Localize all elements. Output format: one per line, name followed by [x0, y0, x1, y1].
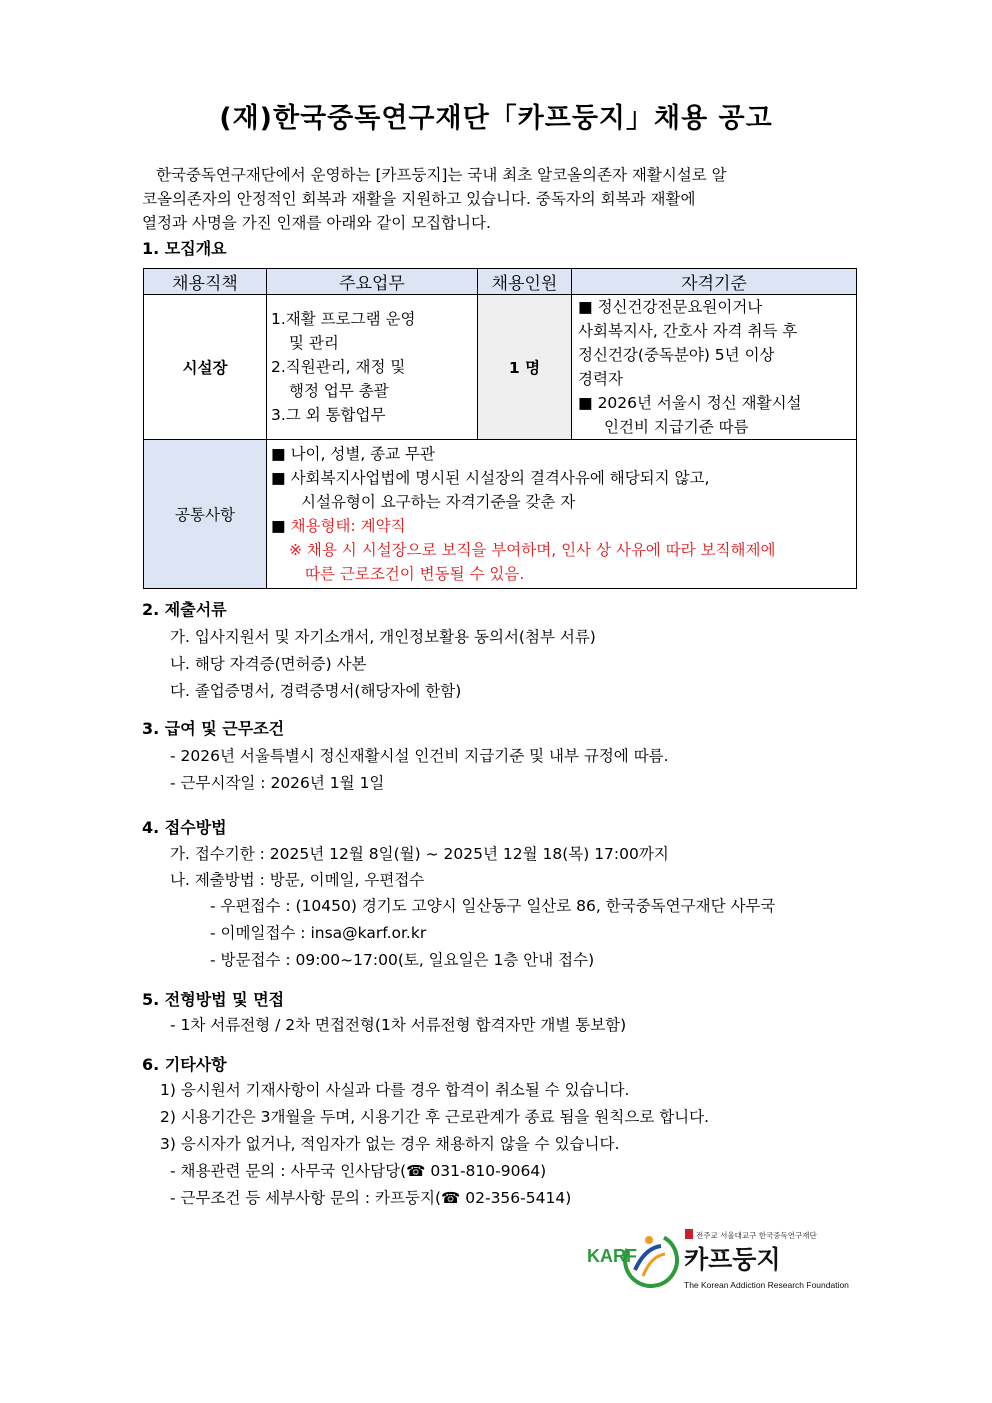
table-row — [144, 295, 857, 440]
task-line: 3.그 외 통합업무 — [271, 406, 386, 424]
logo-head — [645, 1236, 653, 1244]
intro-line: 한국중독연구재단에서 운영하는 [카프둥지]는 국내 최초 알코올의존자 재활시설로 알 — [156, 166, 727, 184]
section6-heading: 6. 기타사항 — [142, 1055, 227, 1074]
common-line: ■ 사회복지사업법에 명시된 시설장의 결격사유에 해당되지 않고, — [271, 469, 710, 487]
qual-line: 정신건강(중독분야) 5년 이상 — [578, 346, 775, 364]
section5-heading: 5. 전형방법 및 면접 — [142, 990, 285, 1009]
count-cell: 1 명 — [478, 295, 572, 440]
section1-heading: 1. 모집개요 — [142, 239, 227, 258]
list-item: - 이메일접수 : insa@karf.or.kr — [210, 924, 427, 942]
list-item: - 2026년 서울특별시 정신재활시설 인건비 지급기준 및 내부 규정에 따름. — [170, 747, 669, 765]
logo-tagline: 전주교 서울대교구 한국중독연구재단 — [696, 1231, 817, 1240]
karf-logo — [585, 1226, 850, 1296]
task-line: 행정 업무 총괄 — [289, 382, 389, 400]
church-mark-icon — [685, 1229, 693, 1239]
qual-line: 인건비 지급기준 따름 — [604, 418, 749, 436]
karf-wordmark: KARF — [587, 1246, 637, 1266]
tasks-cell — [267, 295, 478, 440]
list-item: 다. 졸업증명서, 경력증명서(해당자에 한함) — [170, 682, 462, 700]
table-header-row — [144, 269, 857, 295]
intro-paragraph — [142, 163, 857, 235]
recruitment-table — [143, 268, 857, 589]
task-line: 및 관리 — [289, 334, 339, 352]
section2-heading: 2. 제출서류 — [142, 600, 227, 619]
task-line: 1.재활 프로그램 운영 — [271, 310, 416, 328]
logo-figure-accent — [643, 1254, 665, 1276]
note-line: ※ 채용 시 시설장으로 보직을 부여하며, 인사 상 사유에 따라 보직해제에 — [289, 541, 776, 559]
table-row — [144, 440, 857, 589]
task-line: 2.직원관리, 재정 및 — [271, 358, 406, 376]
header-position: 채용직책 — [144, 269, 267, 295]
employment-bullet: ■ — [271, 517, 291, 535]
logo-name: 카프둥지 — [684, 1245, 781, 1274]
section3-heading: 3. 급여 및 근무조건 — [142, 719, 285, 738]
header-qualifications: 자격기준 — [572, 269, 857, 295]
list-item: - 우편접수 : (10450) 경기도 고양시 일산동구 일산로 86, 한국중독연구재단 사무국 — [210, 897, 776, 915]
list-item: - 방문접수 : 09:00~17:00(토, 일요일은 1층 안내 접수) — [210, 951, 595, 969]
list-item: 나. 제출방법 : 방문, 이메일, 우편접수 — [170, 871, 425, 889]
list-item: - 1차 서류전형 / 2차 면접전형(1차 서류전형 합격자만 개별 통보함) — [170, 1016, 627, 1034]
employment-line — [271, 514, 852, 538]
common-cell — [267, 440, 857, 589]
list-item: 3) 응시자가 없거나, 적임자가 없는 경우 채용하지 않을 수 있습니다. — [160, 1135, 620, 1153]
position-cell: 시설장 — [144, 295, 267, 440]
list-item: - 근무조건 등 세부사항 문의 : 카프둥지(☎ 02-356-5414) — [170, 1189, 572, 1207]
note-line: 따른 근로조건이 변동될 수 있음. — [305, 565, 525, 583]
list-item: 나. 해당 자격증(면허증) 사본 — [170, 655, 367, 673]
list-item: 가. 접수기한 : 2025년 12월 8일(월) ~ 2025년 12월 18(목) 17:00까지 — [170, 845, 669, 863]
header-count: 채용인원 — [478, 269, 572, 295]
intro-line: 열정과 사명을 가진 인재를 아래와 같이 모집합니다. — [142, 214, 491, 232]
header-tasks: 주요업무 — [267, 269, 478, 295]
qual-line: 경력자 — [578, 370, 623, 388]
section4-heading: 4. 접수방법 — [142, 818, 227, 837]
page-title: (재)한국중독연구재단「카프둥지」채용 공고 — [219, 103, 773, 134]
employment-type: 채용형태: 계약직 — [290, 517, 406, 535]
list-item: 가. 입사지원서 및 자기소개서, 개인정보활용 동의서(첨부 서류) — [170, 628, 596, 646]
list-item: - 채용관련 문의 : 사무국 인사담당(☎ 031-810-9064) — [170, 1162, 547, 1180]
list-item: 1) 응시원서 기재사항이 사실과 다를 경우 합격이 취소될 수 있습니다. — [160, 1081, 630, 1099]
intro-line: 코올의존자의 안정적인 회복과 재활을 지원하고 있습니다. 중독자의 회복과 재활에 — [142, 190, 696, 208]
logo-english: The Korean Addiction Research Foundation — [684, 1280, 849, 1290]
list-item: - 근무시작일 : 2026년 1월 1일 — [170, 774, 385, 792]
qual-line: ■ 2026년 서울시 정신 재활시설 — [578, 394, 802, 412]
common-line: ■ 나이, 성별, 종교 무관 — [271, 445, 435, 463]
qualifications-cell — [572, 295, 857, 440]
karf-emblem-icon — [585, 1226, 850, 1296]
qual-line: 사회복지사, 간호사 자격 취득 후 — [578, 322, 798, 340]
qual-line: ■ 정신건강전문요원이거나 — [578, 298, 763, 316]
list-item: 2) 시용기간은 3개월을 두며, 시용기간 후 근로관계가 종료 됨을 원칙으로 합니다. — [160, 1108, 710, 1126]
common-label-cell: 공통사항 — [144, 440, 267, 589]
common-line: 시설유형이 요구하는 자격기준을 갖춘 자 — [301, 493, 576, 511]
